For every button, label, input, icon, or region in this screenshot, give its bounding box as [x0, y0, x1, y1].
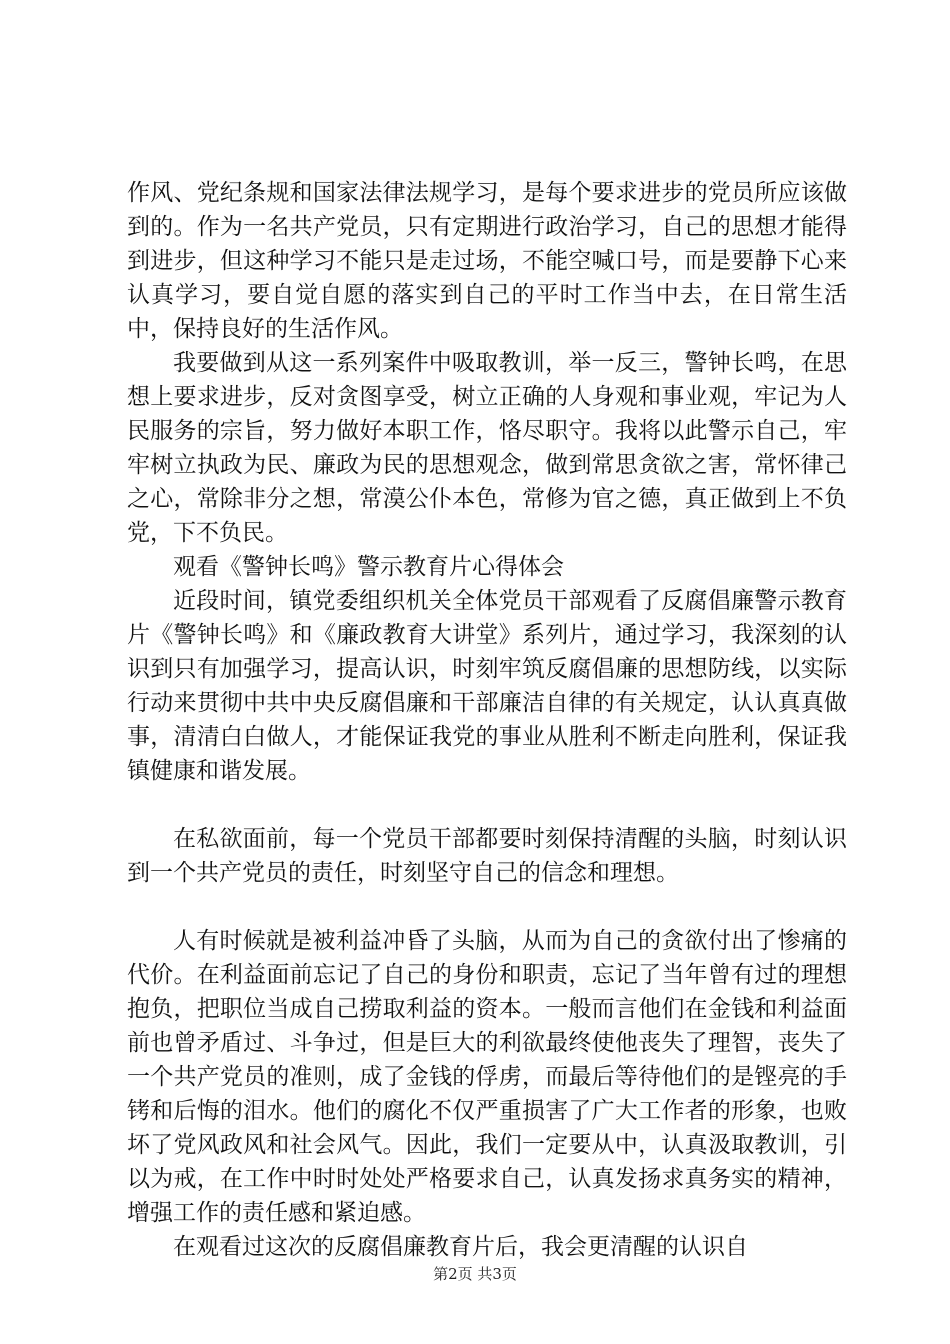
section-title: 观看《警钟长鸣》警示教育片心得体会: [173, 554, 564, 580]
page-number-footer: 第2页 共3页: [433, 1265, 517, 1283]
paragraph: 人有时候就是被利益冲昏了头脑，从而为自己的贪欲付出了惨痛的代价。在利益面前忘记了自己的身份和职责，忘记了当年曾有过的理想抱负，把职位当成自己捞取利益的资本。一般而言他们在金钱和利益面前也曾矛盾过、斗争过，但是巨大的利欲最终使他丧失了理智，丧失了一个共产党员的准则，成了金钱的俘虏，而最后等待他们的是铿亮的手铐和后悔的泪水。他们的腐化不仅严重损害了广大工作者的形象，也败坏了党风政风和社会风气。因此，我们一定要从中，认真汲取教训，引以为戒，在工作中时时处处严格要求自己，认真发扬求真务实的精神，增强工作的责任感和紧迫感。: [127, 928, 847, 1226]
paragraph: 近段时间，镇党委组织机关全体党员干部观看了反腐倡廉警示教育片《警钟长鸣》和《廉政教育大讲堂》系列片，通过学习，我深刻的认识到只有加强学习，提高认识，时刻牢筑反腐倡廉的思想防线，以实际行动来贯彻中共中央反腐倡廉和干部廉洁自律的有关规定，认认真真做事，清清白白做人，才能保证我党的事业从胜利不断走向胜利，保证我镇健康和谐发展。: [127, 588, 847, 784]
paragraph: 在私欲面前，每一个党员干部都要时刻保持清醒的头脑，时刻认识到一个共产党员的责任，时刻坚守自己的信念和理想。: [127, 826, 847, 886]
document-body: [127, 176, 847, 1264]
paragraph: 在观看过这次的反腐倡廉教育片后，我会更清醒的认识自: [173, 1234, 748, 1260]
paragraph: 我要做到从这一系列案件中吸取教训，举一反三，警钟长鸣，在思想上要求进步，反对贪图享受，树立正确的人身观和事业观，牢记为人民服务的宗旨，努力做好本职工作，恪尽职守。我将以此警示自己，牢牢树立执政为民、廉政为民的思想观念，做到常思贪欲之害，常怀律己之心，常除非分之想，常漠公仆本色，常修为官之德，真正做到上不负党，下不负民。: [127, 350, 847, 546]
paragraph-continued: 作风、党纪条规和国家法律法规学习，是每个要求进步的党员所应该做到的。作为一名共产党员，只有定期进行政治学习，自己的思想才能得到进步，但这种学习不能只是走过场，不能空喊口号，而是要静下心来认真学习，要自觉自愿的落实到自己的平时工作当中去，在日常生活中，保持良好的生活作风。: [127, 180, 847, 342]
